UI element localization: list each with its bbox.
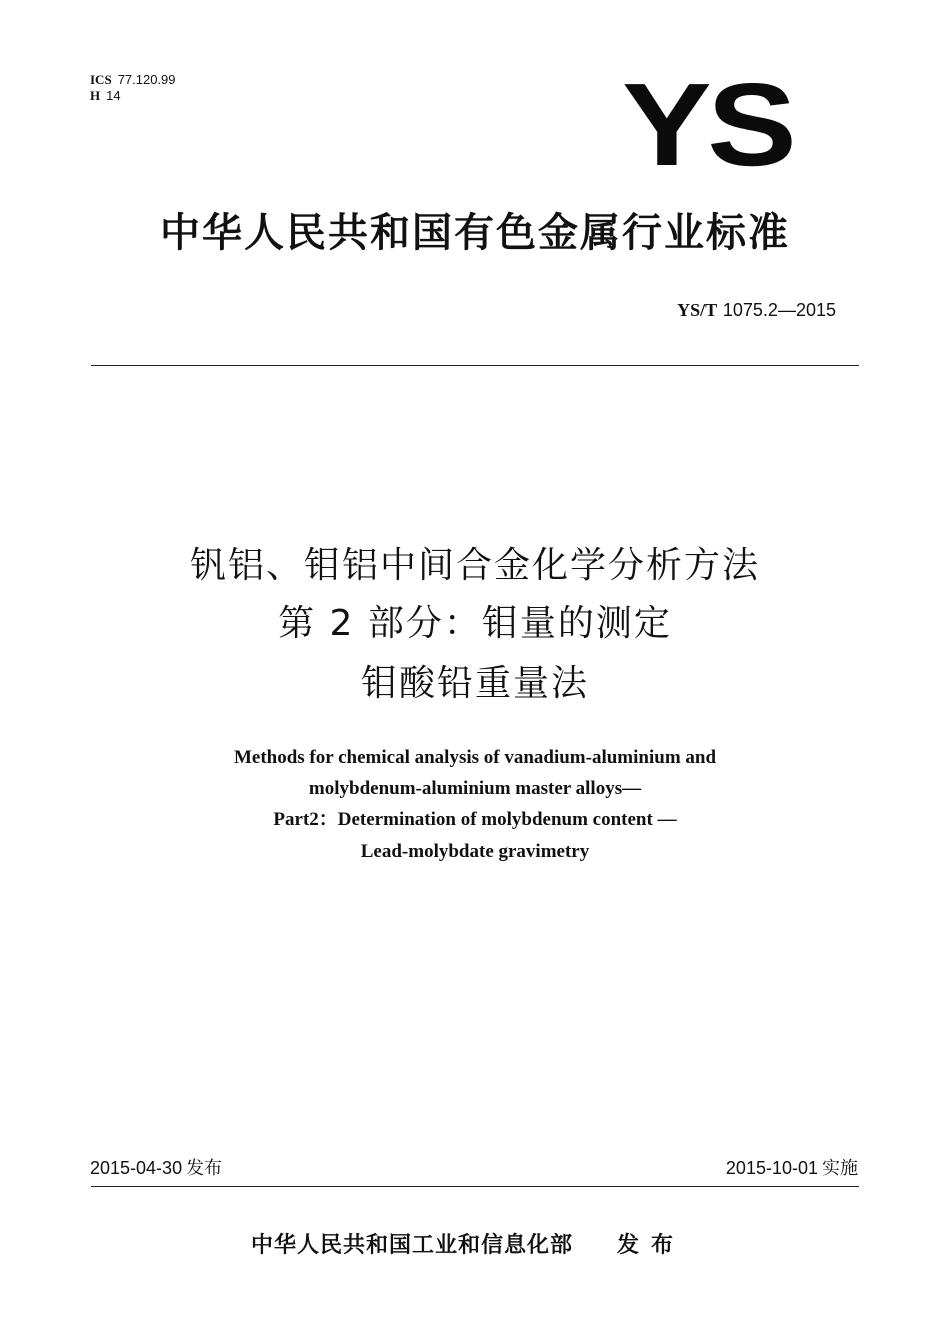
- standard-number: [677, 298, 836, 323]
- ys-logo: YS: [622, 59, 793, 191]
- issue-date-block: [90, 1156, 222, 1181]
- issuer-block: [251, 1232, 685, 1260]
- issuer-label: 发布: [617, 1233, 686, 1258]
- ics-row: [90, 72, 176, 88]
- en-title-line3: Part2：Determination of molybdenum content —: [273, 809, 677, 830]
- class-label: H: [90, 88, 101, 103]
- ics-value: 77.120.99: [117, 72, 176, 87]
- cn-title-line2: 第 2 部分：钼量的测定: [278, 603, 672, 644]
- en-title-line2: molybdenum-aluminium master alloys—: [308, 778, 642, 799]
- standard-code: 1075.2—2015: [722, 300, 836, 320]
- cn-title-line3: 钼酸铅重量法: [360, 663, 589, 704]
- classification-codes: [90, 72, 176, 104]
- en-title-line1: Methods for chemical analysis of vanadium-aluminium and: [233, 747, 717, 768]
- issue-label: 发布: [186, 1158, 223, 1179]
- cn-title-line1: 钒铝、钼铝中间合金化学分析方法: [189, 545, 760, 586]
- implement-date-block: [726, 1156, 858, 1181]
- class-value: 14: [106, 88, 121, 103]
- bottom-divider: [91, 1186, 859, 1187]
- top-divider: [91, 365, 859, 366]
- standard-prefix: YS/T: [677, 300, 718, 320]
- ics-label: ICS: [90, 72, 112, 87]
- implement-label: 实施: [822, 1158, 858, 1179]
- implement-date: 2015-10-01: [725, 1158, 818, 1178]
- issue-date: 2015-04-30: [90, 1158, 183, 1178]
- org-title: 中华人民共和国有色金属行业标准: [160, 210, 790, 256]
- issuer-name: 中华人民共和国工业和信息化部: [251, 1233, 574, 1258]
- class-row: [90, 88, 176, 104]
- en-title-line4: Lead-molybdate gravimetry: [360, 841, 590, 862]
